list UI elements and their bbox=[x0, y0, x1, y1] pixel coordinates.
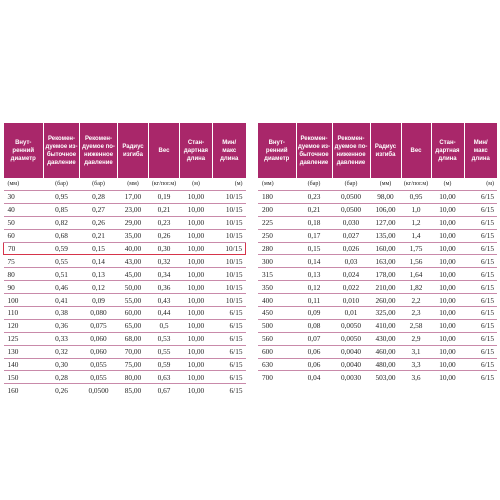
table-body bbox=[258, 178, 497, 383]
cell-standard-length: 10,00 bbox=[431, 191, 464, 204]
cell-min-max-length: 6/15 bbox=[464, 332, 497, 345]
cell-weight: 0,32 bbox=[149, 255, 180, 268]
cell-inner-diameter: 560 bbox=[258, 332, 296, 345]
cell-bend-radius: 178,00 bbox=[370, 268, 401, 281]
table-row bbox=[4, 191, 246, 204]
cell-bend-radius: 70,00 bbox=[118, 345, 149, 358]
cell-bend-radius: 85,00 bbox=[124, 385, 142, 395]
cell-overpressure: 0,28 bbox=[44, 371, 80, 384]
table-row bbox=[258, 281, 497, 294]
cell-min-max-length: 6/15 bbox=[464, 242, 497, 255]
table-row bbox=[4, 371, 246, 384]
cell-weight: 0,34 bbox=[149, 268, 180, 281]
cell-inner-diameter: 225 bbox=[258, 216, 296, 229]
cell-underpressure: 0,13 bbox=[80, 268, 118, 281]
cell-overpressure: 0,11 bbox=[296, 294, 332, 307]
cell-overpressure: 0,51 bbox=[44, 268, 80, 281]
cell-weight: 0,5 bbox=[149, 319, 180, 332]
cell-underpressure: 0,010 bbox=[332, 294, 370, 307]
table-row bbox=[258, 203, 497, 216]
cell-min-max-length: 6/15 bbox=[464, 203, 497, 216]
cell-min-max-length: 10/15 bbox=[213, 229, 246, 242]
cell-standard-length: 10,00 bbox=[180, 358, 213, 371]
cell-bend-radius: 135,00 bbox=[370, 229, 401, 242]
cell-bend-radius: 410,00 bbox=[370, 319, 401, 332]
table-row bbox=[258, 319, 497, 332]
cell-bend-radius: 106,00 bbox=[370, 203, 401, 216]
cell-underpressure: 0,055 bbox=[80, 371, 118, 384]
cell-underpressure: 0,0050 bbox=[332, 332, 370, 345]
cell-standard-length: 10,00 bbox=[180, 319, 213, 332]
cell-standard-length: 10,00 bbox=[180, 191, 213, 204]
header-recommended-underpressure: Рекомен- дуемое по- ниженное давление bbox=[332, 123, 370, 178]
cell-underpressure: 0,0500 bbox=[332, 191, 370, 204]
table-row bbox=[258, 345, 497, 358]
cell-weight: 0,59 bbox=[149, 358, 180, 371]
cell-bend-radius: 43,00 bbox=[118, 255, 149, 268]
cell-overpressure: 0,17 bbox=[296, 229, 332, 242]
cell-standard-length: 10,00 bbox=[187, 385, 205, 395]
table-row bbox=[258, 242, 497, 255]
cell-inner-diameter: 150 bbox=[4, 371, 44, 384]
unit-min-max-length: (м) bbox=[213, 178, 246, 191]
table-row bbox=[4, 268, 246, 281]
cell-standard-length: 10,00 bbox=[180, 203, 213, 216]
table-header bbox=[4, 123, 246, 178]
cell-bend-radius: 260,00 bbox=[370, 294, 401, 307]
cell-min-max-length: 6/15 bbox=[213, 345, 246, 358]
cell-bend-radius: 75,00 bbox=[118, 358, 149, 371]
unit-weight: (кг/пог.м) bbox=[401, 178, 431, 191]
cell-standard-length: 10,00 bbox=[180, 332, 213, 345]
table-row bbox=[258, 358, 497, 371]
cell-min-max-length: 6/15 bbox=[213, 371, 246, 384]
cell-bend-radius: 480,00 bbox=[370, 358, 401, 371]
cell-min-max-length: 6/15 bbox=[464, 268, 497, 281]
unit-inner-diameter: (мм) bbox=[258, 178, 296, 191]
cell-bend-radius: 45,00 bbox=[118, 268, 149, 281]
cell-min-max-length: 6/15 bbox=[213, 358, 246, 371]
header-inner-diameter: Внут- ренний диаметр bbox=[258, 123, 296, 178]
cell-min-max-length: 10/15 bbox=[213, 281, 246, 294]
cell-weight: 1,2 bbox=[401, 216, 431, 229]
hose-spec-table-right bbox=[258, 123, 497, 383]
header-recommended-overpressure: Рекомен- дуемое из- быточное давление bbox=[296, 123, 332, 178]
cell-standard-length: 10,00 bbox=[431, 281, 464, 294]
cell-weight: 2,9 bbox=[401, 332, 431, 345]
cell-standard-length: 10,00 bbox=[180, 307, 213, 320]
cell-standard-length: 10,00 bbox=[439, 372, 456, 382]
cell-weight: 1,56 bbox=[401, 255, 431, 268]
cell-bend-radius: 325,00 bbox=[370, 307, 401, 320]
cell-inner-diameter: 250 bbox=[258, 229, 296, 242]
cell-overpressure: 0,09 bbox=[296, 307, 332, 320]
cell-standard-length: 10,00 bbox=[180, 294, 213, 307]
cell-inner-diameter: 130 bbox=[4, 345, 44, 358]
table-row bbox=[258, 255, 497, 268]
cell-weight: 0,30 bbox=[149, 242, 180, 255]
cell-inner-diameter: 125 bbox=[4, 332, 44, 345]
cell-standard-length: 10,00 bbox=[180, 371, 213, 384]
cell-min-max-length: 10/15 bbox=[213, 191, 246, 204]
cell-min-max-length: 10/15 bbox=[213, 203, 246, 216]
cell-underpressure: 0,15 bbox=[80, 242, 118, 255]
cell-inner-diameter: 450 bbox=[258, 307, 296, 320]
cell-underpressure: 0,09 bbox=[80, 294, 118, 307]
cell-weight: 0,44 bbox=[149, 307, 180, 320]
cell-standard-length: 10,00 bbox=[431, 203, 464, 216]
cell-min-max-length: 6/15 bbox=[464, 281, 497, 294]
unit-standard-length: (м) bbox=[180, 178, 213, 191]
cell-inner-diameter: 500 bbox=[258, 319, 296, 332]
unit-overpressure: (бар) bbox=[296, 178, 332, 191]
cell-weight: 1,4 bbox=[401, 229, 431, 242]
table-row bbox=[258, 229, 497, 242]
unit-min-max-length: (м) bbox=[464, 178, 497, 191]
table-row bbox=[258, 191, 497, 204]
cell-standard-length: 10,00 bbox=[180, 255, 213, 268]
unit-overpressure: (бар) bbox=[44, 178, 80, 191]
cell-inner-diameter: 315 bbox=[258, 268, 296, 281]
cell-underpressure: 0,026 bbox=[332, 242, 370, 255]
cell-weight: 2,58 bbox=[401, 319, 431, 332]
cell-inner-diameter: 50 bbox=[4, 216, 44, 229]
cell-overpressure: 0,13 bbox=[296, 268, 332, 281]
cell-weight: 0,53 bbox=[149, 332, 180, 345]
cell-min-max-length: 6/15 bbox=[464, 358, 497, 371]
cell-standard-length: 10,00 bbox=[431, 268, 464, 281]
unit-underpressure: (бар) bbox=[80, 178, 118, 191]
cell-weight: 0,36 bbox=[149, 281, 180, 294]
cell-underpressure: 0,14 bbox=[80, 255, 118, 268]
cell-underpressure: 0,055 bbox=[80, 358, 118, 371]
unit-standard-length: (м) bbox=[431, 178, 464, 191]
table-row bbox=[4, 281, 246, 294]
cell-min-max-length: 6/15 bbox=[229, 385, 243, 395]
header-bend-radius: Радиус изгиба bbox=[370, 123, 401, 178]
cell-underpressure: 0,03 bbox=[332, 255, 370, 268]
cell-inner-diameter: 60 bbox=[4, 229, 44, 242]
cell-weight: 1,0 bbox=[401, 203, 431, 216]
table-row bbox=[4, 203, 246, 216]
cell-bend-radius: 98,00 bbox=[370, 191, 401, 204]
cell-weight: 0,95 bbox=[401, 191, 431, 204]
cell-underpressure: 0,28 bbox=[80, 191, 118, 204]
cell-weight: 0,55 bbox=[149, 345, 180, 358]
cell-overpressure: 0,06 bbox=[296, 358, 332, 371]
cell-overpressure: 0,41 bbox=[44, 294, 80, 307]
cell-underpressure: 0,060 bbox=[80, 345, 118, 358]
cell-overpressure: 0,18 bbox=[296, 216, 332, 229]
cell-inner-diameter: 110 bbox=[4, 307, 44, 320]
cell-min-max-length: 6/15 bbox=[213, 332, 246, 345]
cell-min-max-length: 6/15 bbox=[464, 319, 497, 332]
cell-standard-length: 10,00 bbox=[431, 307, 464, 320]
cell-inner-diameter: 300 bbox=[258, 255, 296, 268]
cell-min-max-length: 6/15 bbox=[464, 216, 497, 229]
cell-standard-length: 10,00 bbox=[180, 268, 213, 281]
cell-overpressure: 0,68 bbox=[44, 229, 80, 242]
cell-inner-diameter: 600 bbox=[258, 345, 296, 358]
table-row bbox=[4, 229, 246, 242]
cell-overpressure: 0,04 bbox=[307, 372, 321, 382]
cell-min-max-length: 10/15 bbox=[213, 268, 246, 281]
table-body bbox=[4, 178, 246, 396]
cell-bend-radius: 29,00 bbox=[118, 216, 149, 229]
cell-bend-radius: 23,00 bbox=[118, 203, 149, 216]
cell-overpressure: 0,23 bbox=[296, 191, 332, 204]
cell-bend-radius: 210,00 bbox=[370, 281, 401, 294]
cell-underpressure: 0,030 bbox=[332, 216, 370, 229]
cell-underpressure: 0,27 bbox=[80, 203, 118, 216]
table-row bbox=[258, 332, 497, 345]
cell-min-max-length: 10/15 bbox=[213, 242, 246, 255]
cell-overpressure: 0,33 bbox=[44, 332, 80, 345]
table-row bbox=[4, 332, 246, 345]
cell-min-max-length: 10/15 bbox=[213, 216, 246, 229]
cell-bend-radius: 40,00 bbox=[118, 242, 149, 255]
cell-underpressure: 0,26 bbox=[80, 216, 118, 229]
cell-bend-radius: 460,00 bbox=[370, 345, 401, 358]
unit-inner-diameter: (мм) bbox=[4, 178, 44, 191]
header-weight: Вес bbox=[401, 123, 431, 178]
cell-bend-radius: 68,00 bbox=[118, 332, 149, 345]
cell-inner-diameter: 40 bbox=[4, 203, 44, 216]
cell-standard-length: 10,00 bbox=[431, 229, 464, 242]
cell-weight: 0,19 bbox=[149, 191, 180, 204]
header-standard-length: Стан- дартная длина bbox=[431, 123, 464, 178]
cell-standard-length: 10,00 bbox=[431, 242, 464, 255]
cell-weight: 3,1 bbox=[401, 345, 431, 358]
table-row bbox=[258, 294, 497, 307]
cell-min-max-length: 6/15 bbox=[213, 307, 246, 320]
cell-underpressure: 0,01 bbox=[332, 307, 370, 320]
cell-weight: 0,26 bbox=[149, 229, 180, 242]
cell-overpressure: 0,95 bbox=[44, 191, 80, 204]
cell-overpressure: 0,59 bbox=[44, 242, 80, 255]
table-row bbox=[4, 384, 246, 396]
cell-inner-diameter: 70 bbox=[4, 242, 44, 255]
table-row bbox=[4, 345, 246, 358]
cell-overpressure: 0,55 bbox=[44, 255, 80, 268]
cell-min-max-length: 10/15 bbox=[213, 294, 246, 307]
unit-underpressure: (бар) bbox=[332, 178, 370, 191]
cell-min-max-length: 6/15 bbox=[464, 307, 497, 320]
cell-inner-diameter: 30 bbox=[4, 191, 44, 204]
cell-inner-diameter: 100 bbox=[4, 294, 44, 307]
cell-overpressure: 0,21 bbox=[296, 203, 332, 216]
unit-weight: (кг/пог.м) bbox=[149, 178, 180, 191]
cell-standard-length: 10,00 bbox=[180, 229, 213, 242]
cell-weight: 0,43 bbox=[149, 294, 180, 307]
cell-min-max-length: 6/15 bbox=[464, 294, 497, 307]
cell-inner-diameter: 200 bbox=[258, 203, 296, 216]
cell-overpressure: 0,26 bbox=[55, 385, 68, 395]
cell-overpressure: 0,36 bbox=[44, 319, 80, 332]
header-min-max-length: Мин/ макс длина bbox=[213, 123, 246, 178]
cell-inner-diameter: 75 bbox=[4, 255, 44, 268]
cell-underpressure: 0,022 bbox=[332, 281, 370, 294]
cell-overpressure: 0,46 bbox=[44, 281, 80, 294]
hose-spec-table-left bbox=[3, 123, 246, 396]
cell-weight: 0,63 bbox=[149, 371, 180, 384]
cell-overpressure: 0,82 bbox=[44, 216, 80, 229]
cell-bend-radius: 163,00 bbox=[370, 255, 401, 268]
cell-underpressure: 0,0500 bbox=[332, 203, 370, 216]
table-row bbox=[4, 294, 246, 307]
cell-underpressure: 0,21 bbox=[80, 229, 118, 242]
cell-underpressure: 0,0500 bbox=[88, 385, 109, 395]
header-bend-radius: Радиус изгиба bbox=[118, 123, 149, 178]
cell-underpressure: 0,0050 bbox=[332, 319, 370, 332]
cell-overpressure: 0,14 bbox=[296, 255, 332, 268]
cell-underpressure: 0,0040 bbox=[332, 358, 370, 371]
cell-inner-diameter: 90 bbox=[4, 281, 44, 294]
cell-inner-diameter: 280 bbox=[258, 242, 296, 255]
cell-bend-radius: 35,00 bbox=[118, 229, 149, 242]
cell-underpressure: 0,12 bbox=[80, 281, 118, 294]
cell-weight: 1,75 bbox=[401, 242, 431, 255]
cell-underpressure: 0,0040 bbox=[332, 345, 370, 358]
header-min-max-length: Мин/ макс длина bbox=[464, 123, 497, 178]
unit-bend-radius: (мм) bbox=[370, 178, 401, 191]
cell-overpressure: 0,85 bbox=[44, 203, 80, 216]
cell-weight: 1,64 bbox=[401, 268, 431, 281]
cell-bend-radius: 127,00 bbox=[370, 216, 401, 229]
cell-bend-radius: 80,00 bbox=[118, 371, 149, 384]
units-row bbox=[258, 178, 497, 191]
table-row bbox=[4, 307, 246, 320]
cell-bend-radius: 50,00 bbox=[118, 281, 149, 294]
cell-bend-radius: 55,00 bbox=[118, 294, 149, 307]
cell-overpressure: 0,12 bbox=[296, 281, 332, 294]
cell-bend-radius: 503,00 bbox=[375, 372, 396, 382]
cell-min-max-length: 6/15 bbox=[464, 255, 497, 268]
cell-weight: 3,3 bbox=[401, 358, 431, 371]
header-inner-diameter: Внут- ренний диаметр bbox=[4, 123, 44, 178]
cell-standard-length: 10,00 bbox=[431, 294, 464, 307]
cell-min-max-length: 6/15 bbox=[213, 319, 246, 332]
cell-standard-length: 10,00 bbox=[431, 216, 464, 229]
table-row bbox=[4, 255, 246, 268]
cell-weight: 2,3 bbox=[401, 307, 431, 320]
table-row bbox=[258, 307, 497, 320]
cell-weight: 0,67 bbox=[157, 385, 171, 395]
cell-standard-length: 10,00 bbox=[180, 345, 213, 358]
cell-min-max-length: 6/15 bbox=[481, 372, 494, 382]
cell-min-max-length: 10/15 bbox=[213, 255, 246, 268]
cell-standard-length: 10,00 bbox=[180, 216, 213, 229]
cell-weight: 0,21 bbox=[149, 203, 180, 216]
cell-underpressure: 0,024 bbox=[332, 268, 370, 281]
cell-underpressure: 0,027 bbox=[332, 229, 370, 242]
cell-inner-diameter: 160 bbox=[7, 385, 19, 395]
cell-overpressure: 0,06 bbox=[296, 345, 332, 358]
cell-overpressure: 0,30 bbox=[44, 358, 80, 371]
table-row-highlighted bbox=[4, 242, 246, 255]
cell-overpressure: 0,08 bbox=[296, 319, 332, 332]
cell-underpressure: 0,0030 bbox=[340, 372, 362, 382]
cell-min-max-length: 6/15 bbox=[464, 345, 497, 358]
cell-weight: 2,2 bbox=[401, 294, 431, 307]
cell-min-max-length: 6/15 bbox=[464, 229, 497, 242]
cell-bend-radius: 60,00 bbox=[118, 307, 149, 320]
cell-standard-length: 10,00 bbox=[431, 319, 464, 332]
table-row bbox=[258, 216, 497, 229]
cell-weight: 1,82 bbox=[401, 281, 431, 294]
cell-standard-length: 10,00 bbox=[180, 281, 213, 294]
table-row bbox=[4, 216, 246, 229]
header-standard-length: Стан- дартная длина bbox=[180, 123, 213, 178]
unit-bend-radius: (мм) bbox=[118, 178, 149, 191]
cell-inner-diameter: 120 bbox=[4, 319, 44, 332]
cell-overpressure: 0,15 bbox=[296, 242, 332, 255]
cell-standard-length: 10,00 bbox=[431, 358, 464, 371]
cell-overpressure: 0,07 bbox=[296, 332, 332, 345]
cell-overpressure: 0,32 bbox=[44, 345, 80, 358]
cell-weight: 3,6 bbox=[411, 372, 421, 382]
cell-inner-diameter: 140 bbox=[4, 358, 44, 371]
cell-standard-length: 10,00 bbox=[431, 255, 464, 268]
header-recommended-overpressure: Рекомен- дуемое из- быточное давление bbox=[44, 123, 80, 178]
header-recommended-underpressure: Рекомен- дуемое по- ниженное давление bbox=[80, 123, 118, 178]
cell-underpressure: 0,075 bbox=[80, 319, 118, 332]
table-row bbox=[258, 371, 497, 383]
cell-bend-radius: 17,00 bbox=[118, 191, 149, 204]
cell-inner-diameter: 400 bbox=[258, 294, 296, 307]
table-row bbox=[4, 358, 246, 371]
cell-inner-diameter: 630 bbox=[258, 358, 296, 371]
cell-underpressure: 0,080 bbox=[80, 307, 118, 320]
cell-min-max-length: 6/15 bbox=[464, 191, 497, 204]
cell-overpressure: 0,38 bbox=[44, 307, 80, 320]
cell-inner-diameter: 180 bbox=[258, 191, 296, 204]
table-row bbox=[4, 319, 246, 332]
cell-bend-radius: 430,00 bbox=[370, 332, 401, 345]
table-row bbox=[258, 268, 497, 281]
cell-bend-radius: 160,00 bbox=[370, 242, 401, 255]
cell-inner-diameter: 700 bbox=[262, 372, 273, 382]
table-header bbox=[258, 123, 497, 178]
cell-inner-diameter: 80 bbox=[4, 268, 44, 281]
cell-standard-length: 10,00 bbox=[431, 345, 464, 358]
cell-inner-diameter: 350 bbox=[258, 281, 296, 294]
cell-underpressure: 0,060 bbox=[80, 332, 118, 345]
units-row bbox=[4, 178, 246, 191]
cell-standard-length: 10,00 bbox=[431, 332, 464, 345]
cell-bend-radius: 65,00 bbox=[118, 319, 149, 332]
header-weight: Вес bbox=[149, 123, 180, 178]
cell-standard-length: 10,00 bbox=[180, 242, 213, 255]
cell-weight: 0,23 bbox=[149, 216, 180, 229]
